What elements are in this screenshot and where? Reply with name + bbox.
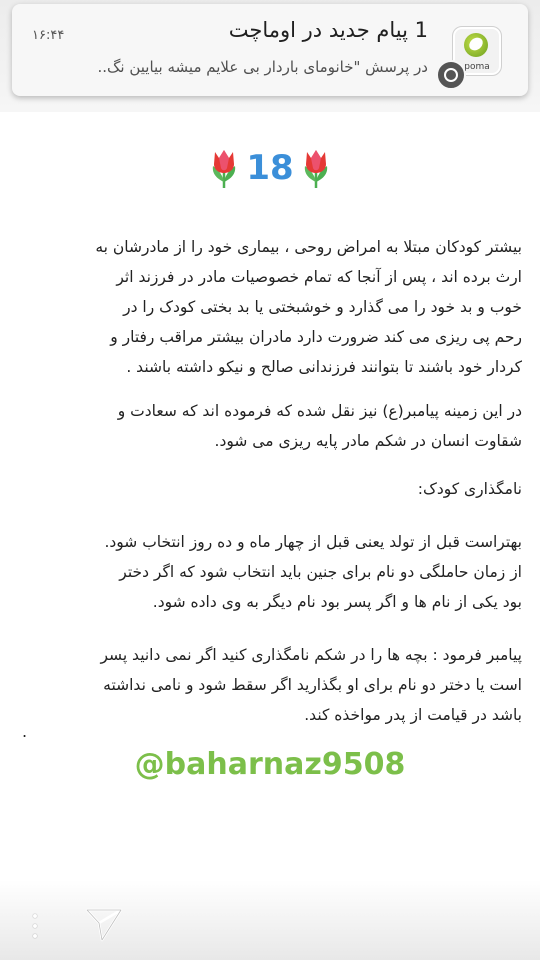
post-number: 18 — [246, 148, 294, 188]
stray-dot: . — [22, 722, 28, 741]
text-line: بهتراست قبل از تولد یعنی قبل از چهار ماه و ده روز انتخاب شود. — [104, 533, 522, 551]
text-line: در این زمینه پیامبر(ع) نیز نقل شده که فرموده اند که سعادت و — [117, 402, 522, 420]
app-name: poma — [464, 62, 490, 72]
send-icon[interactable] — [84, 906, 124, 944]
tulip-icon — [301, 148, 331, 188]
text-line: بود یکی از نام ها و اگر پسر بود نام دیگر به وی داده شود. — [152, 593, 522, 611]
text-line: رحم پی ریزی می کند ضرورت دارد مادران بیشتر مراقب رفتار و — [110, 328, 522, 346]
text-line: باشد در قیامت از پدر مواخذه کند. — [304, 706, 522, 724]
text-line: پیامبر فرمود : بچه ها را در شکم نامگذاری کنید اگر نمی دانید پسر — [100, 646, 522, 664]
text-line: خوب و بد خود را می گذارد و خوشبختی یا بد بختی کودک را در — [123, 298, 522, 316]
push-notification[interactable] — [12, 4, 528, 96]
paragraph-naming-hadith — [18, 640, 522, 730]
section-heading — [18, 474, 522, 504]
paragraph-naming-time — [18, 527, 522, 617]
tulip-icon — [209, 148, 239, 188]
text-line: شقاوت انسان در شکم مادر پایه ریزی می شود. — [214, 432, 522, 450]
text-line: کردار خود باشند تا بتوانند فرزندانی صالح و نیکو داشته باشند . — [126, 358, 522, 376]
notification-time: ۱۶:۴۴ — [32, 28, 65, 43]
paragraph-heredity — [18, 232, 522, 382]
notification-title: 1 پیام جدید در اوماچت — [228, 18, 428, 42]
text-line: از زمان حاملگی دو نام برای جنین باید انتخاب شود که اگر دختر — [119, 563, 522, 581]
chat-badge-icon — [436, 60, 466, 90]
text-line: ارث برده اند ، پس از آنجا که تمام خصوصیات مادر در فرزند اثر — [116, 268, 522, 286]
text-line: است یا دختر دو نام برای او بگذارید اگر سقط شود و نامی نداشته — [103, 676, 522, 694]
text-line: بیشتر کودکان مبتلا به امراض روحی ، بیماری خود را از مادرشان به — [95, 238, 522, 256]
notification-body: در پرسش "خانومای باردار بی علایم میشه بیایین نگ.. — [97, 58, 428, 76]
post-header — [0, 148, 540, 198]
naming-heading: نامگذاری کودک: — [417, 480, 522, 498]
author-handle[interactable]: @baharnaz9508 — [134, 747, 406, 782]
paragraph-prophet-quote — [18, 396, 522, 456]
more-vertical-icon[interactable] — [30, 912, 40, 942]
story-bottom-bar — [0, 880, 540, 960]
